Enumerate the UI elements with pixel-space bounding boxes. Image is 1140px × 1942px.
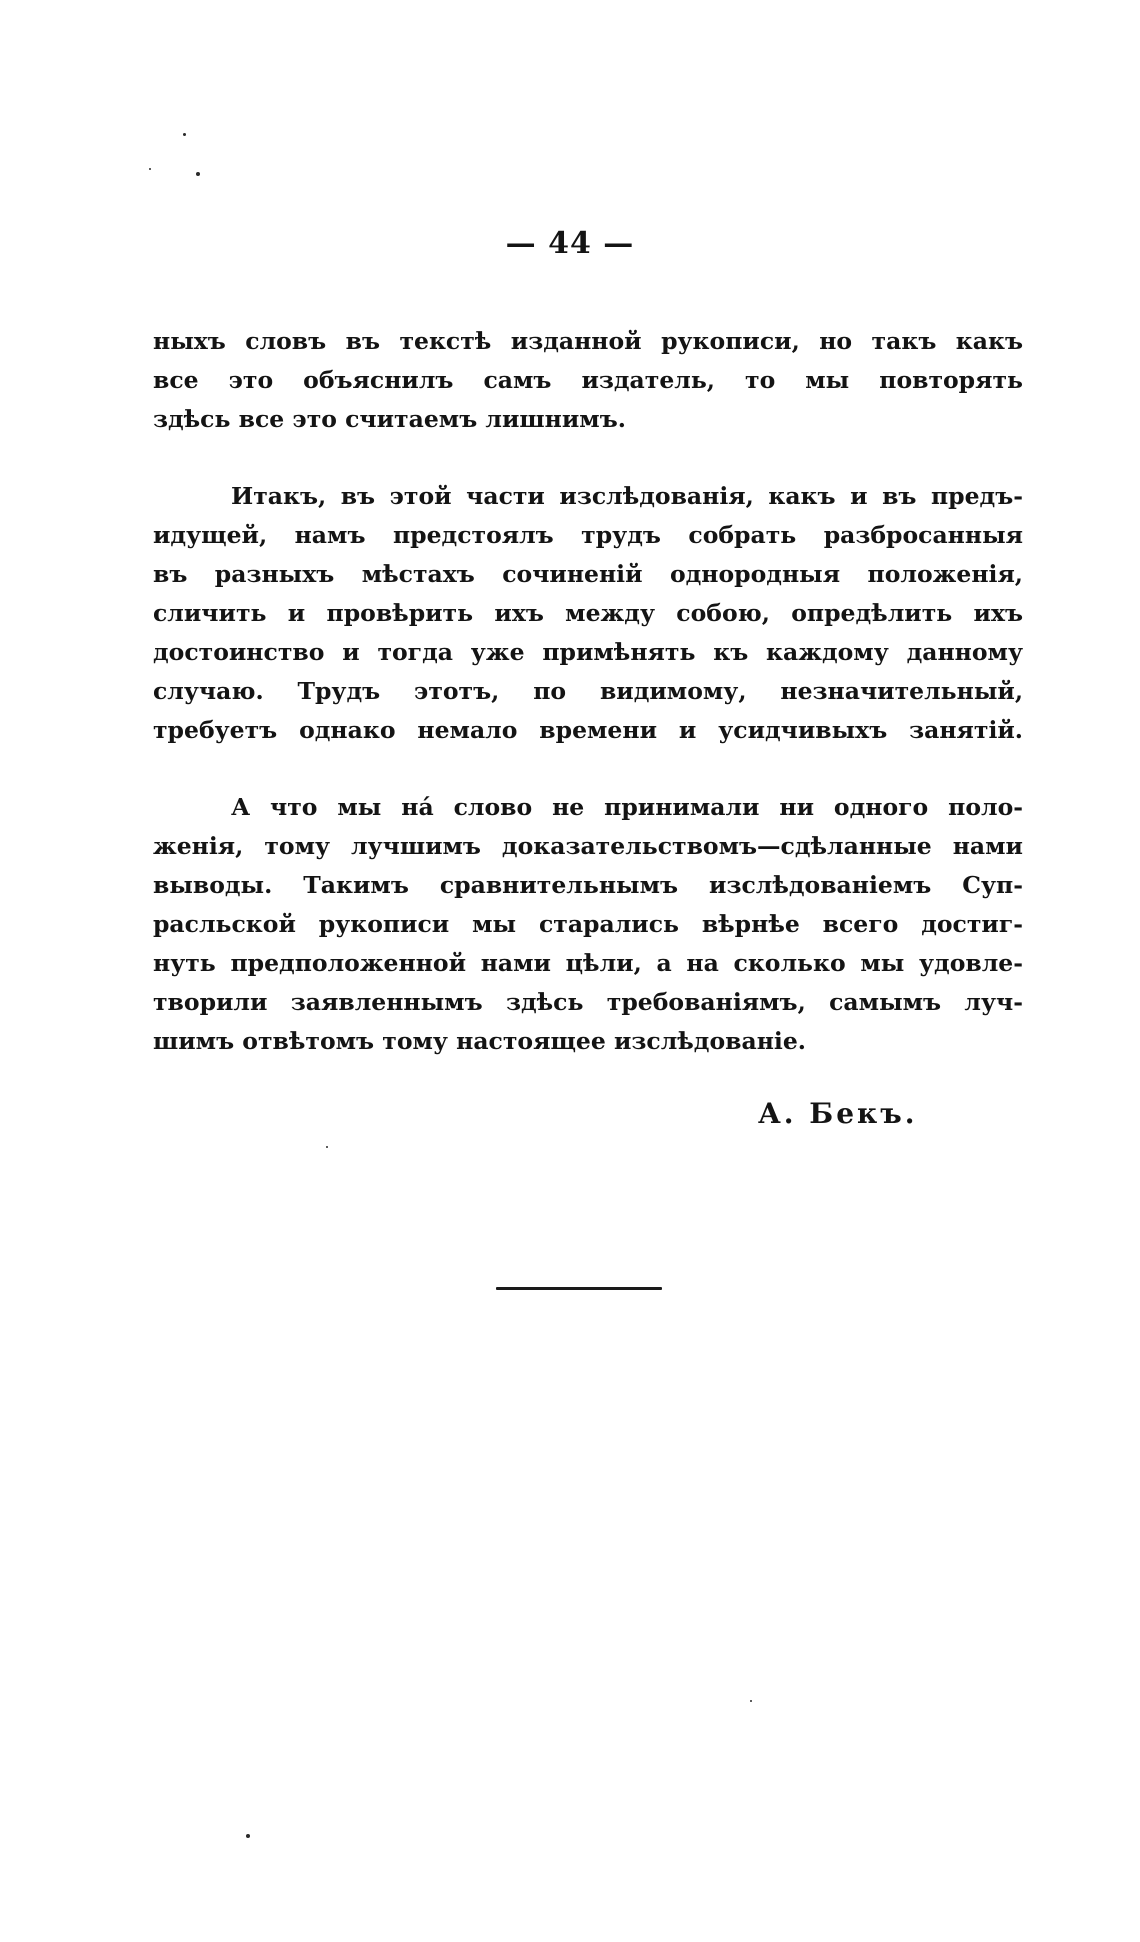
text-line: творили заявленнымъ здѣсь требованіямъ, самымъ луч- bbox=[153, 988, 1023, 1016]
paragraph-method bbox=[153, 477, 1023, 750]
print-speck bbox=[246, 1834, 250, 1838]
body-text bbox=[153, 322, 1023, 1061]
text-line: Итакъ, въ этой части изслѣдованія, какъ и въ предъ- bbox=[231, 482, 1023, 510]
text-line: случаю. Трудъ этотъ, по видимому, незначительный, bbox=[153, 677, 1023, 705]
page-number: — 44 — bbox=[505, 226, 635, 261]
paragraph-continuation bbox=[153, 322, 1023, 439]
text-line: расльской рукописи мы старались вѣрнѣе всего достиг- bbox=[153, 910, 1023, 938]
print-speck bbox=[196, 172, 200, 176]
text-line: здѣсь все это считаемъ лишнимъ. bbox=[153, 405, 626, 433]
text-line: выводы. Такимъ сравнительнымъ изслѣдованіемъ Суп- bbox=[153, 871, 1023, 899]
end-rule bbox=[496, 1287, 662, 1290]
text-line: идущей, намъ предстоялъ трудъ собрать разбросанныя bbox=[153, 521, 1023, 549]
text-line: шимъ отвѣтомъ тому настоящее изслѣдованіе. bbox=[153, 1027, 806, 1055]
text-line: женія, тому лучшимъ доказательствомъ—сдѣланные нами bbox=[153, 832, 1023, 860]
text-line: сличить и провѣрить ихъ между собою, опредѣлить ихъ bbox=[153, 599, 1023, 627]
print-speck bbox=[750, 1700, 752, 1702]
text-line: А что мы на́ слово не принимали ни одного поло- bbox=[231, 793, 1023, 821]
text-line: въ разныхъ мѣстахъ сочиненій однородныя положенія, bbox=[153, 560, 1023, 588]
author-signature: А. Бекъ. bbox=[758, 1097, 918, 1130]
print-speck bbox=[183, 133, 186, 136]
text-line: нуть предположенной нами цѣли, а на сколько мы удовле- bbox=[153, 949, 1023, 977]
paragraph-conclusion bbox=[153, 788, 1023, 1061]
text-line: достоинство и тогда уже примѣнять къ каждому данному bbox=[153, 638, 1023, 666]
text-line: все это объяснилъ самъ издатель, то мы повторять bbox=[153, 366, 1023, 394]
print-speck bbox=[149, 168, 151, 170]
print-speck bbox=[326, 1146, 328, 1148]
text-line: ныхъ словъ въ текстѣ изданной рукописи, но такъ какъ bbox=[153, 327, 1023, 355]
text-line: требуетъ однако немало времени и усидчивыхъ занятій. bbox=[153, 716, 1023, 744]
